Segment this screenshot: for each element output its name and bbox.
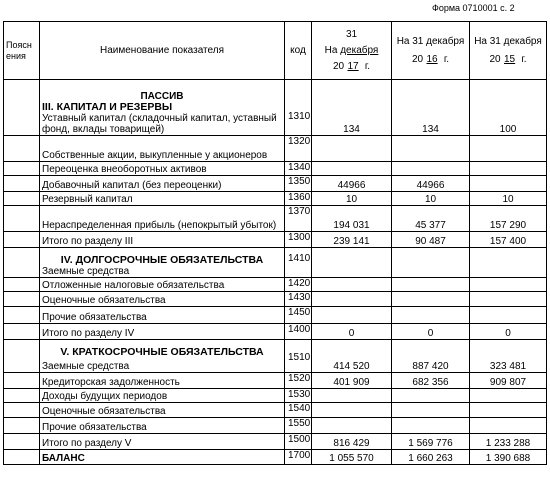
section-capital: III. КАПИТАЛ И РЕЗЕРВЫ [42, 101, 173, 113]
table-row [4, 80, 547, 136]
row-value-2015: 1 390 688 [470, 450, 547, 465]
row-value-2015: 157 400 [470, 232, 547, 248]
row-code: 1450 [285, 307, 312, 324]
row-value-2017 [312, 418, 392, 434]
row-value-2017: 1 055 570 [312, 450, 392, 465]
row-value-2017: 414 520 [312, 340, 392, 373]
row-code: 1320 [285, 136, 312, 162]
row-value-2016: 1 569 776 [392, 434, 470, 450]
row-name: Итого по разделу III [40, 232, 285, 248]
row-value-2016: 682 356 [392, 373, 470, 389]
row-value-2016 [392, 292, 470, 307]
row-value-2016: 887 420 [392, 340, 470, 373]
table-row [4, 450, 547, 465]
row-name: Переоценка внеоборотных активов [40, 162, 285, 176]
row-value-2016: 134 [392, 80, 470, 136]
row-value-2015 [470, 278, 547, 292]
table-row [4, 434, 547, 450]
row-value-2016: 1 660 263 [392, 450, 470, 465]
table-header [4, 22, 547, 80]
section-passive: ПАССИВ [140, 91, 184, 102]
col2-year: 16 [426, 53, 438, 65]
row-name: Заемные средства [42, 266, 130, 277]
row-code: 1400 [285, 324, 312, 340]
row-value-2015 [470, 307, 547, 324]
row-value-2016 [392, 162, 470, 176]
row-code: 1300 [285, 232, 312, 248]
table-row [4, 292, 547, 307]
row-value-2015 [470, 136, 547, 162]
row-code: 1420 [285, 278, 312, 292]
row-value-2017 [312, 162, 392, 176]
row-value-2015 [470, 248, 547, 278]
col2-header [392, 22, 470, 80]
row-value-2015: 323 481 [470, 340, 547, 373]
row-value-2015: 157 290 [470, 206, 547, 232]
table-row [4, 340, 547, 373]
row-value-2015 [470, 389, 547, 403]
table-row [4, 162, 547, 176]
row-value-2017 [312, 307, 392, 324]
col1-year-prefix: 20 [332, 60, 345, 72]
col1-year: 17 [347, 60, 359, 72]
row-value-2016 [392, 136, 470, 162]
col1-year-suffix: г. [364, 60, 371, 72]
row-name: Прочие обязательства [40, 307, 285, 324]
balance-sheet-table [3, 21, 547, 465]
row-value-2016 [392, 403, 470, 418]
row-name: Оценочные обязательства [40, 403, 285, 418]
row-name: Прочие обязательства [40, 418, 285, 434]
table-row [4, 373, 547, 389]
table-row [4, 307, 547, 324]
row-value-2015 [470, 162, 547, 176]
table-row [4, 136, 547, 162]
row-value-2016 [392, 248, 470, 278]
table-row [4, 403, 547, 418]
row-value-2015: 100 [470, 80, 547, 136]
row-name: Отложенные налоговые обязательства [40, 278, 285, 292]
row-name: Резервный капитал [40, 192, 285, 206]
row-name: Собственные акции, выкупленные у акционеров [40, 136, 285, 162]
row-value-2016: 10 [392, 192, 470, 206]
table-row [4, 176, 547, 192]
row-value-2015: 1 233 288 [470, 434, 547, 450]
col2-top: На 31 декабря [396, 35, 465, 47]
row-value-2017 [312, 248, 392, 278]
row-name: Добавочный капитал (без переоценки) [40, 176, 285, 192]
col3-year-prefix: 20 [489, 53, 501, 65]
section-longterm: IV. ДОЛГОСРОЧНЫЕ ОБЯЗАТЕЛЬСТВА [60, 254, 264, 266]
col1-month: декабря [340, 44, 379, 56]
row-value-2016: 90 487 [392, 232, 470, 248]
form-label: Форма 0710001 с. 2 [432, 3, 515, 13]
row-value-2017: 10 [312, 192, 392, 206]
row-name: Кредиторская задолженность [40, 373, 285, 389]
row-code: 1530 [285, 389, 312, 403]
row-value-2017: 0 [312, 324, 392, 340]
col1-day: 31 [345, 28, 358, 40]
row-name: Итого по разделу V [40, 434, 285, 450]
col1-header [312, 22, 392, 80]
row-value-2015: 10 [470, 192, 547, 206]
row-value-2015 [470, 292, 547, 307]
row-value-2017: 44966 [312, 176, 392, 192]
col3-header [470, 22, 547, 80]
name-header: Наименование показателя [40, 22, 285, 80]
col3-top: На 31 декабря [474, 35, 542, 47]
row-value-2015: 909 807 [470, 373, 547, 389]
row-code: 1550 [285, 418, 312, 434]
row-value-2016: 45 377 [392, 206, 470, 232]
row-code: 1310 [285, 80, 312, 136]
row-code: 1430 [285, 292, 312, 307]
row-value-2016 [392, 278, 470, 292]
row-value-2017: 239 141 [312, 232, 392, 248]
row-name: БАЛАНС [40, 450, 285, 465]
row-value-2017 [312, 136, 392, 162]
row-value-2017: 194 031 [312, 206, 392, 232]
row-name: Нераспределенная прибыль (непокрытый убыток) [40, 206, 285, 232]
col3-year: 15 [504, 53, 516, 65]
col2-year-prefix: 20 [411, 53, 424, 65]
col3-year-suffix: г. [521, 53, 527, 65]
table-row [4, 232, 547, 248]
row-name: Уставный капитал (складочный капитал, уставный фонд, вклады товарищей) [42, 113, 277, 135]
row-name: Итого по разделу IV [40, 324, 285, 340]
explanation-header: Поясн ения [4, 22, 40, 80]
row-value-2016: 44966 [392, 176, 470, 192]
row-value-2016 [392, 307, 470, 324]
table-row [4, 192, 547, 206]
row-code: 1520 [285, 373, 312, 389]
section-shortterm: V. КРАТКОСРОЧНЫЕ ОБЯЗАТЕЛЬСТВА [60, 346, 264, 358]
row-code: 1540 [285, 403, 312, 418]
row-name: Доходы будущих периодов [40, 389, 285, 403]
table-row [4, 389, 547, 403]
table-row [4, 248, 547, 278]
row-value-2015 [470, 176, 547, 192]
row-name: Заемные средства [42, 361, 130, 372]
row-value-2017 [312, 292, 392, 307]
col1-prefix: На [324, 44, 338, 56]
row-value-2015: 0 [470, 324, 547, 340]
row-name: Оценочные обязательства [40, 292, 285, 307]
code-header: код [285, 22, 312, 80]
col2-year-suffix: г. [443, 53, 450, 65]
row-value-2015 [470, 403, 547, 418]
row-value-2017: 134 [312, 80, 392, 136]
row-value-2017: 401 909 [312, 373, 392, 389]
row-code: 1370 [285, 206, 312, 232]
row-value-2017 [312, 403, 392, 418]
table-row [4, 278, 547, 292]
row-value-2016 [392, 389, 470, 403]
row-value-2015 [470, 418, 547, 434]
row-value-2017 [312, 278, 392, 292]
row-code: 1410 [285, 248, 312, 278]
row-code: 1350 [285, 176, 312, 192]
row-code: 1500 [285, 434, 312, 450]
row-value-2017 [312, 389, 392, 403]
row-value-2016 [392, 418, 470, 434]
row-value-2016: 0 [392, 324, 470, 340]
row-value-2017: 816 429 [312, 434, 392, 450]
table-row [4, 206, 547, 232]
row-code: 1510 [285, 340, 312, 373]
table-row [4, 418, 547, 434]
row-code: 1340 [285, 162, 312, 176]
row-code: 1360 [285, 192, 312, 206]
row-code: 1700 [285, 450, 312, 465]
table-row [4, 324, 547, 340]
